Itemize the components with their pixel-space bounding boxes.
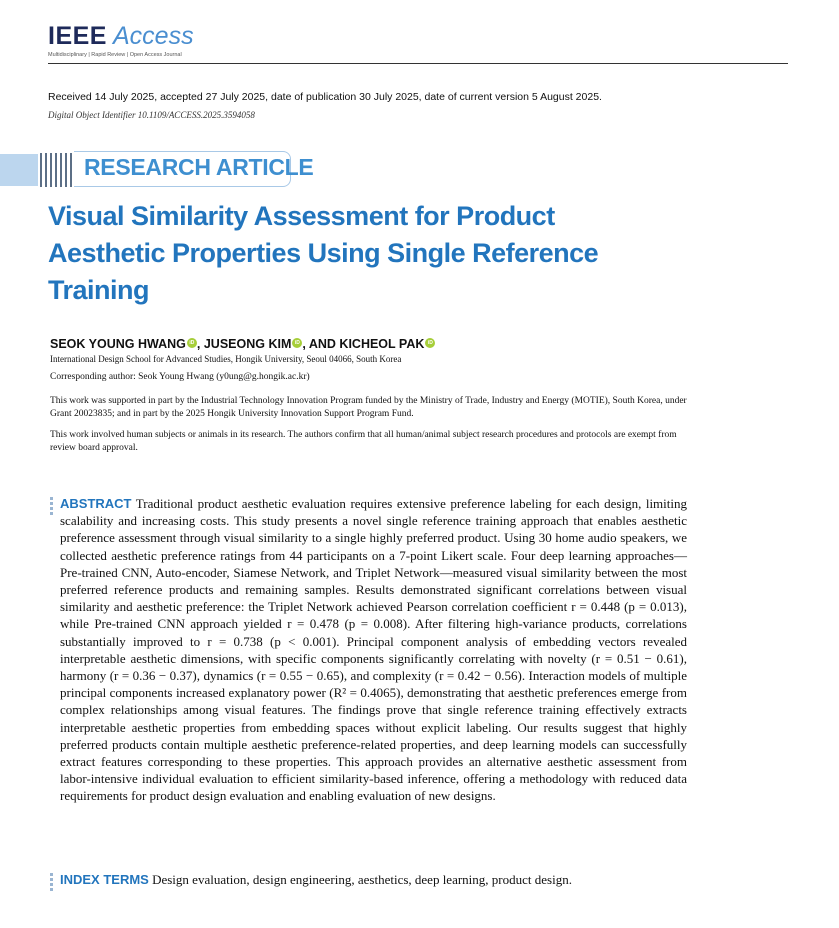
- received-dates: Received 14 July 2025, accepted 27 July 2025, date of publication 30 July 2025, date of current version 5 August 2025.: [48, 91, 602, 103]
- abstract-paragraph: [60, 495, 687, 805]
- abstract-marker-icon: [50, 497, 53, 517]
- journal-access-wordmark: Access: [113, 22, 194, 50]
- author-name: SEOK YOUNG HWANG: [50, 337, 186, 351]
- header-divider: [48, 63, 788, 64]
- corresponding-author: Corresponding author: Seok Young Hwang (y0ung@g.hongik.ac.kr): [50, 372, 310, 382]
- ethics-statement: This work involved human subjects or animals in its research. The authors confirm that all human/animal subject research procedures and protocols are exempt from review board approval.: [50, 430, 677, 453]
- index-terms-marker-icon: [50, 873, 53, 893]
- abstract-label: ABSTRACT: [60, 496, 132, 511]
- index-terms-label: INDEX TERMS: [60, 872, 149, 887]
- orcid-icon[interactable]: iD: [292, 338, 302, 348]
- journal-tagline: Multidisciplinary | Rapid Review | Open Access Journal: [48, 52, 182, 58]
- doi-line: Digital Object Identifier 10.1109/ACCESS.2025.3594058: [48, 110, 255, 120]
- funding-statement: This work was supported in part by the Industrial Technology Innovation Program funded by the Ministry of Trade, Industry and Energy (MOTIE), South Korea, under Grant 20023835; and in part by the 2025 Hongik University Innovation Support Program Fund.: [50, 396, 687, 419]
- orcid-icon[interactable]: iD: [425, 338, 435, 348]
- banner-stripes-decoration: [0, 153, 74, 187]
- abstract-text: Traditional product aesthetic evaluation requires extensive preference labeling for each design, limiting scalability and increasing costs. This study presents a novel single reference training approach that enables aesthetic preference assessment through visual similarity to a single highly preferred product. Using 30 home audio speakers, we collected aesthetic preference ratings from 44 participants on a 7-point Likert scale. Four deep learning approaches—Pre-trained CNN, Auto-encoder, Siamese Network, and Triplet Network—measured visual similarity between the most preferred reference products and remaining samples. Results demonstrated significant correlations between visual similarity and aesthetic preference: the Triplet Network achieved Pearson correlation coefficient r = 0.448 (p = 0.013), while Pre-trained CNN approach yielded r = 0.478 (p = 0.008). After filtering high-variance products, correlations substantially improved to r = 0.738 (p < 0.001). Principal component analysis of embedding vectors revealed interpretable aesthetic dimensions, with specific components significantly correlating with novelty (r = 0.51 − 0.61), harmony (r = 0.36 − 0.37), dynamics (r = 0.55 − 0.65), and complexity (r = 0.42 − 0.56). Interaction models of multiple principal components increased explanatory power (R² = 0.4065), demonstrating that aesthetic preferences emerge from complex relationships among visual features. The findings prove that single reference training effectively extracts interpretable aesthetic properties from embedding spaces without explicit labeling. Our results suggest that highly preferred products contain multiple aesthetic preference-related properties, and deep learning models can successfully extract features corresponding to these properties. This approach provides an alternative aesthetic assessment from labor-intensive individual evaluation to efficient similarity-based inference, offering a methodology with reduced data requirements for product design evaluation and enabling evaluation of new designs.: [60, 496, 688, 804]
- article-title: Visual Similarity Assessment for Product Aesthetic Properties Using Single Reference Training: [48, 201, 599, 305]
- author-name: , JUSEONG KIM: [196, 337, 292, 351]
- index-terms: [60, 872, 572, 888]
- author-list: [50, 337, 435, 351]
- orcid-icon[interactable]: iD: [187, 338, 197, 348]
- affiliation: International Design School for Advanced Studies, Hongik University, Seoul 04066, South Korea: [50, 354, 402, 364]
- article-type-label: RESEARCH ARTICLE: [84, 154, 314, 180]
- journal-ieee-wordmark: IEEE: [48, 22, 107, 50]
- index-terms-text: Design evaluation, design engineering, aesthetics, deep learning, product design.: [152, 872, 572, 887]
- author-name: , AND KICHEOL PAK: [302, 337, 425, 351]
